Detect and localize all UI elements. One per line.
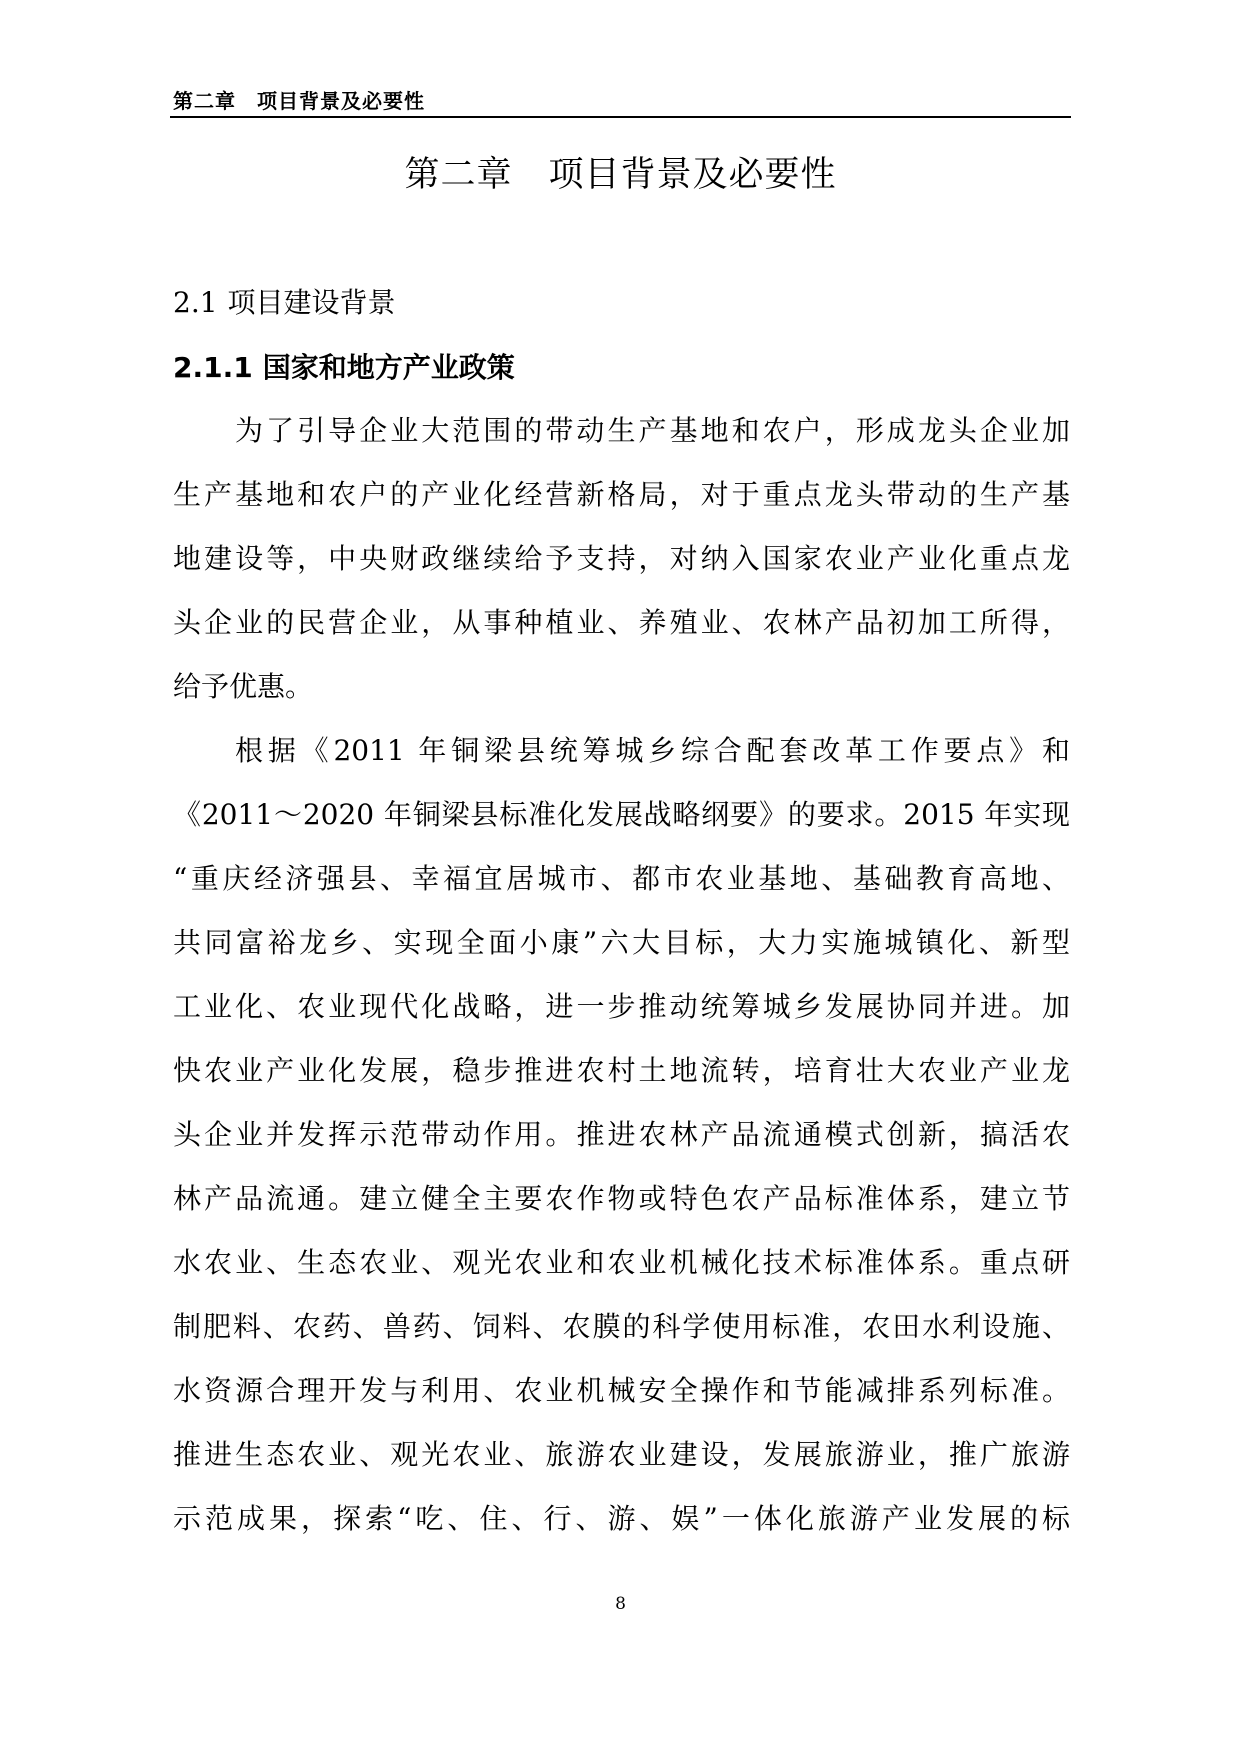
paragraph-line: 水资源合理开发与利用、农业机械安全操作和节能减排系列标准。 <box>173 1374 1070 1407</box>
paragraph-line: 共同富裕龙乡、实现全面小康”六大目标，大力实施城镇化、新型 <box>173 926 1070 959</box>
paragraph-line: 推进生态农业、观光农业、旅游农业建设，发展旅游业，推广旅游 <box>173 1438 1070 1471</box>
subsection-number: 2.1.1 <box>173 351 253 384</box>
paragraph-line: “重庆经济强县、幸福宜居城市、都市农业基地、基础教育高地、 <box>173 862 1070 895</box>
paragraph-line: 《2011～2020 年铜梁县标准化发展战略纲要》的要求。2015 年实现 <box>173 798 1070 831</box>
paragraph-line: 头企业的民营企业，从事种植业、养殖业、农林产品初加工所得， <box>173 606 1070 639</box>
paragraph-line: 地建设等，中央财政继续给予支持，对纳入国家农业产业化重点龙 <box>173 542 1070 575</box>
paragraph <box>173 399 1070 719</box>
paragraph-line: 根据《2011 年铜梁县统筹城乡综合配套改革工作要点》和 <box>235 734 1070 767</box>
body-text <box>173 399 1070 1551</box>
paragraph-line: 生产基地和农户的产业化经营新格局，对于重点龙头带动的生产基 <box>173 478 1070 511</box>
section-heading <box>173 285 396 321</box>
chapter-title: 第二章 项目背景及必要性 <box>404 155 837 195</box>
subsection-heading <box>173 350 515 386</box>
header-rule <box>170 116 1071 118</box>
section-number: 2.1 <box>173 286 218 319</box>
paragraph-line: 水农业、生态农业、观光农业和农业机械化技术标准体系。重点研 <box>173 1246 1070 1279</box>
paragraph-line: 制肥料、农药、兽药、饲料、农膜的科学使用标准，农田水利设施、 <box>173 1310 1070 1343</box>
paragraph-line: 快农业产业化发展，稳步推进农村土地流转，培育壮大农业产业龙 <box>173 1054 1070 1087</box>
paragraph-line: 林产品流通。建立健全主要农作物或特色农产品标准体系，建立节 <box>173 1182 1070 1215</box>
running-head: 第二章 项目背景及必要性 <box>173 89 425 113</box>
page-number: 8 <box>615 1594 626 1614</box>
paragraph <box>173 719 1070 1551</box>
paragraph-line: 头企业并发挥示范带动作用。推进农林产品流通模式创新，搞活农 <box>173 1118 1070 1151</box>
section-title: 项目建设背景 <box>227 286 396 319</box>
subsection-title: 国家和地方产业政策 <box>262 351 515 384</box>
paragraph-line: 工业化、农业现代化战略，进一步推动统筹城乡发展协同并进。加 <box>173 990 1070 1023</box>
paragraph-line: 给予优惠。 <box>173 670 314 703</box>
paragraph-line: 示范成果，探索“吃、住、行、游、娱”一体化旅游产业发展的标 <box>173 1502 1070 1535</box>
paragraph-line: 为了引导企业大范围的带动生产基地和农户，形成龙头企业加 <box>235 414 1070 447</box>
